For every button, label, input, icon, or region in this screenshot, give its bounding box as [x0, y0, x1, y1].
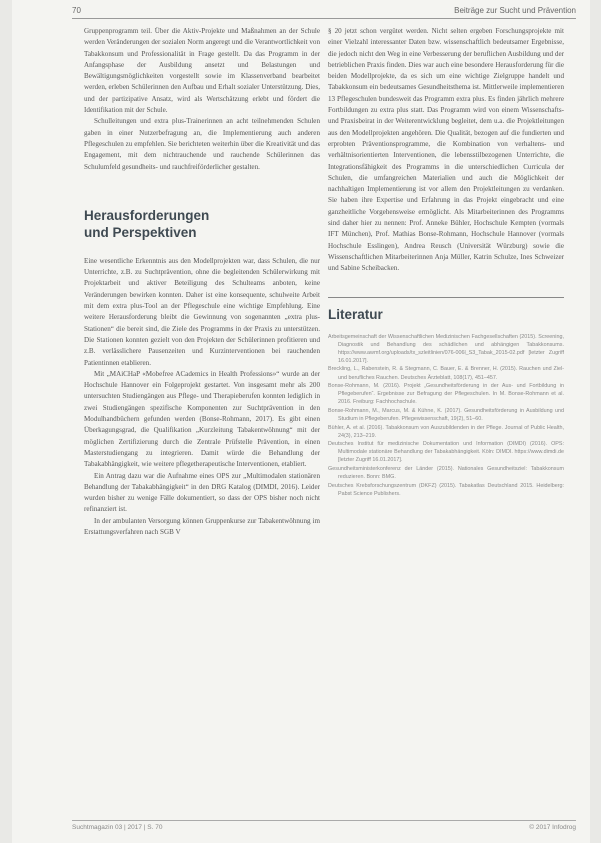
- reference-item: Arbeitsgemeinschaft der Wissenschaftlichen Medizinischen Fachgesellschaften (2015). Screening, Diagnostik und Behandlung des schädlichen und abhängigen Tabakkonsums. https://www.awmf.org/uploads/tx_szleitlinien/076-006l_S3_Tabak_2015-02.pdf [letzter Zugriff 16.01.2017].: [328, 333, 564, 364]
- right-column: [328, 26, 564, 498]
- section-heading-line: und Perspektiven: [84, 224, 197, 240]
- body-paragraph: In der ambulanten Versorgung können Gruppenkurse zur Tabakentwöhnung im Erstattungsverfahren nach SGB V: [84, 516, 320, 536]
- body-paragraph: Eine wesentliche Erkenntnis aus den Modellprojekten war, dass Schulen, die nur Unterrichte, z.B. zu Suchtprävention, ohne die begleitenden Schülerwirkung mit Projektarbeit und aktiver Beteiligung des Schulteams anboten, keine Veränderungen bewirken konnten. Daher ist eine konsequente, schulweite Arbeit mit dem extra plus-Tool an der Pflegeschule eine wichtige Empfehlung. Eine weitere Herausforderung bleibt die Gewinnung von sogenannten „extra plus-Stationen“ die bereit sind, die Ziele des Programms in der Praxis zu unterstützen. Die Stationen konnten gezielt von den Projekten der Schülerinnen profitieren und z.B. verlässlichere Pausenzeiten und Kurzinterventionen bei rauchenden Patientinnen etablieren.: [84, 256, 320, 367]
- body-paragraph: § 20 jetzt schon vergütet werden. Nicht selten ergeben Forschungsprojekte mit einer Vielzahl interessanter Daten bzw. wissenschaftlich bedeutsamer Ergebnisse, die jedoch nicht den Weg in eine Verbesserung der beruflichen Ausbildung und der betrieblichen Praxis finden. Dies war auch eine besondere Herausforderung für die beiden Modellprojekte, da es sich um eine wichtige Zielgruppe handelt und Tabakkonsum ein bedeutsames Gesundheitsthema ist. Mittlerweile implementieren 13 Pflegeschulen bundesweit das Programm extra plus. Es finden jährlich mehrere Fortbildungen zu extra plus statt. Das Programm wird von einem Wissenschafts- und Praxisbeirat in der Weiterentwicklung begleitet, dem u.a. die Projektleitungen aus den Modellprojekten angehören. Die Qualität, bezogen auf die fundierten und erprobten Präventionsprogramme, die Kombination von verhaltens- und verhältnisorientierten Interventionen, die lebensstilbezogenen Unterrichte, die Integrationsfähigkeit des Programms in die unterschiedlichen Curricula der Schulen, die umfangreichen Materialien und auch die Möglichkeit der nachhaltigen Implementierung ist vor allem den Projektleitungen zu verdanken. Sie haben ihre Expertise und Erfahrung in das Projekt eingebracht und eine ganzheitliche Vorgehensweise ermöglicht. Als Mitarbeiterinnen des Programms sind daher hier zu nennen: Prof. Anneke Bühler, Hochschule Kempten (vormals IFT München), Prof. Mathias Bonse-Rohmann, Hochschule Hannover (vormals Hochschule Esslingen), Andrea Reusch (Universität Würzburg) sowie die Wissenschaftlichen Mitarbeiterinnen Anja Müller, Katrin Schulze, Ines Schweizer und Sabine Scheibacken.: [328, 27, 564, 273]
- reference-item: Breckling, L., Rabenstein, R. & Stegmann, C. Bauer, E. & Brenner, H. (2015). Rauchen und Ziel- und berufliches Rauchen. Deutsches Ärzteblatt, 108(17), 451–457.: [328, 366, 564, 381]
- journal-page: [12, 0, 590, 843]
- footer-citation: Suchtmagazin 03 | 2017 | S. 70: [72, 824, 163, 831]
- body-paragraph: Gruppenprogramm teil. Über die Aktiv-Projekte und Maßnahmen an der Schule werden Veränderungen der sozialen Norm angeregt und die Verantwortlichkeit von Tabakkonsum und Professionalität in Frage gestellt. Da das Programm in der Anfangsphase der Ausbildung ansetzt und Belastungen und Bewältigungsmöglichkeiten vorgestellt sowie im Klassenverband bearbeitet werden, erleben Schülerinnen den Aufbau und Erhalt sozialer Unterstützung. Dies, und der partizipative Ansatz, wird als Wertschätzung erlebt und fördert die Identifikation mit der Schule.: [84, 27, 320, 115]
- footer-copyright: © 2017 Infodrog: [529, 824, 576, 831]
- page-footer: [72, 820, 576, 833]
- section-heading-line: Herausforderungen: [84, 207, 210, 223]
- reference-item: Gesundheitsministerkonferenz der Länder (2015). Nationales Gesundheitsziel: Tabakkonsum reduzieren. Bonn: BMG.: [328, 466, 564, 481]
- reference-item: Bonse-Rohmann, M., Marcus, M. & Kühne, K. (2017). Gesundheitsförderung in Ausbildung und Studium in Pflegeberufen. Pflegewissenschaft, 19(2), 51–60.: [328, 407, 564, 422]
- section-heading: [84, 207, 320, 241]
- reference-item: Bonse-Rohmann, M. (2016). Projekt „Gesundheitsförderung in der Aus- und Fortbildung in Pflegeberufen“. Ergebnisse zur Befragung der Pflegeschulen. In M. Bonse-Rohmann et al. 2016. Freiburg: Fachhochschule.: [328, 383, 564, 406]
- reference-list: [328, 333, 564, 498]
- left-column: [84, 26, 320, 538]
- body-paragraph: Mit „MAiCHaP «Mobefree ACademics in Health Professions»“ wurde an der Hochschule Hannover ein Folgeprojekt gestartet. Von insgesamt mehr als 200 untersuchten Studiengängen aus Pflege- und Therapieberufen konnten lediglich in zwei Studiengängen spezifische Komponenten zur Suchtprävention in den Modulhandbüchern gefunden werden (Bonse-Rohmann, 2017). Es gibt einen Überkagungsgrad, die Qualifikation „Kurzleitung Tabakentwöhnung“ mit der möglichen Zertifizierung durch die Zentrale Prüfstelle Prävention, in einen Masterstudiengang zu integrieren. Damit würde die Behandlung der Tabakabhängigkeit, wie weitere pflegetherapeutische Interventionen, etabliert.: [84, 369, 320, 469]
- running-title: Beiträge zur Sucht und Prävention: [454, 6, 576, 15]
- body-paragraph: Ein Antrag dazu war die Aufnahme eines OPS zur „Multimodalen stationären Behandlung der Tabakabhängigkeit“ in den DRG Katalog (DIMDI, 2016). Leider wurden bisher zu wenige Fälle dokumentiert, so dass der OPS bisher noch nicht refinanziert ist.: [84, 471, 320, 514]
- reference-item: Deutsches Krebsforschungszentrum (DKFZ) (2015). Tabakatlas Deutschland 2015. Heidelberg: Pabst Science Publishers.: [328, 482, 564, 497]
- body-paragraph: Schulleitungen und extra plus-Trainerinnen an acht teilnehmenden Schulen gaben in einer Nutzerbefragung an, die Implementierung auch anderen Pflegeschulen zu empfehlen. Sie berichteten weiterhin über die Kreativität und das Engagement, mit dem nichtrauchende und rauchende Schülerinnen das Schulumfeld gesundheits- und rauchfreiförderlicher gestalten.: [84, 117, 320, 171]
- reference-item: Deutsches Institut für medizinische Dokumentation und Information (DIMDI) (2016). OPS: Multimodale stationäre Behandlung der Tabakabhängigkeit. Köln: DIMDI. https://www.dimdi.de [letzter Zugriff 16.01.2017].: [328, 441, 564, 464]
- literature-heading: Literatur: [328, 297, 564, 323]
- page-header: [72, 4, 576, 19]
- page-number: 70: [72, 6, 81, 15]
- reference-item: Bühler, A. et al. (2016). Tabakkonsum von Auszubildenden in der Pflege. Journal of Public Health, 24(3), 213–219.: [328, 424, 564, 439]
